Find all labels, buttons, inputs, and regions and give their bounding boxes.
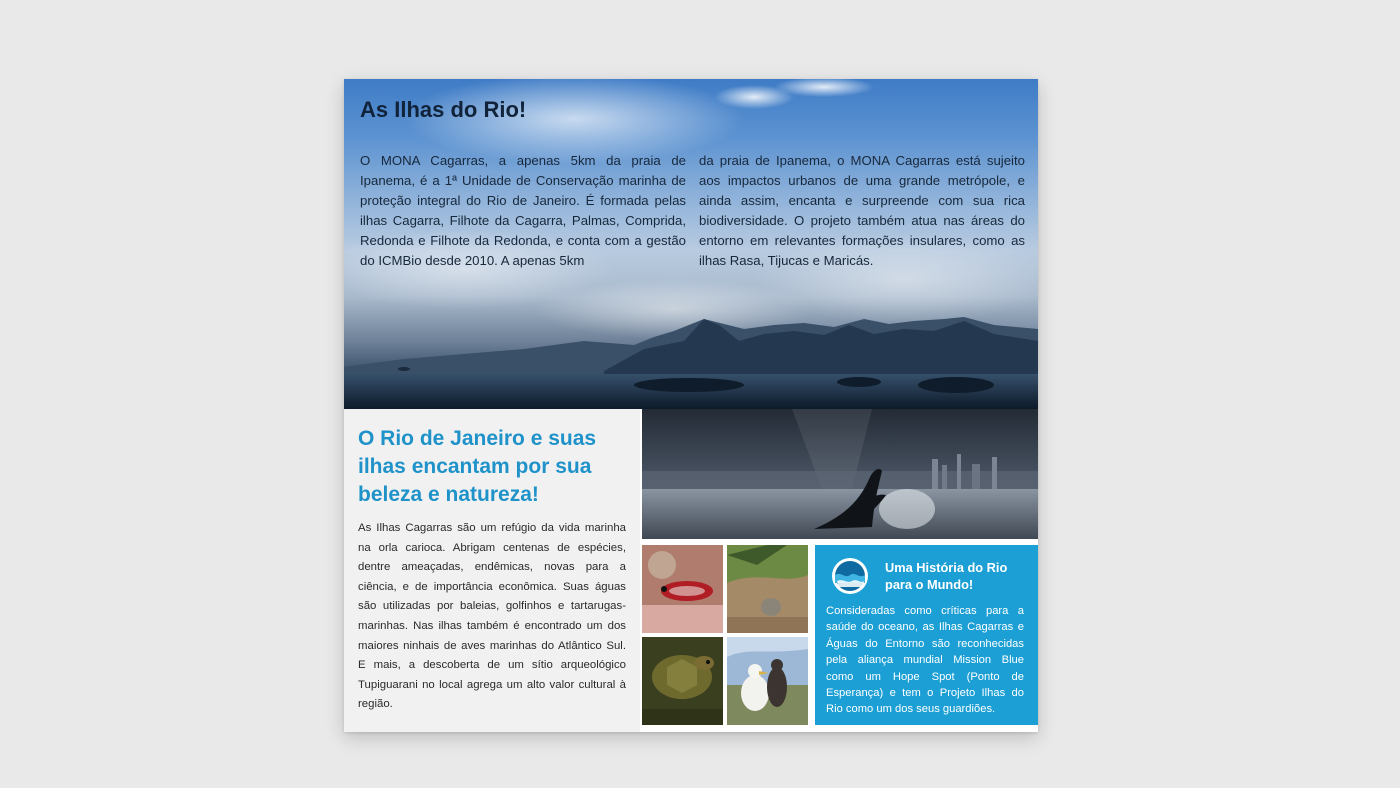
info-box [815,545,1038,725]
island-vegetation-photo [727,545,808,633]
vegetation-image [727,545,808,633]
fish-photo [642,545,723,633]
seabird-photo [727,637,808,725]
sea-turtle-photo [642,637,723,725]
info-title: Uma História do Rio para o Mundo! [885,560,1008,592]
seabird-image [727,637,808,725]
whale-tail-photo [642,409,1038,539]
lower-text-panel [344,409,640,732]
section-headline: O Rio de Janeiro e suas ilhas encantam por sua beleza e natureza! [358,427,597,506]
hero-title: As Ilhas do Rio! [360,97,527,122]
info-body: Consideradas como críticas para a saúde do oceano, as Ilhas Cagarras e Águas do Entorno são reconhecidas pela aliança mundial Mission Blue como um Hope Spot (Ponto de Esperança) e tem o Projeto Ilhas do Rio como um dos seus guardiões. [826,605,1024,716]
hero-text-left: O MONA Cagarras, a apenas 5km da praia de Ipanema, é a 1ª Unidade de Conservação marinha de proteção integral do Rio de Janeiro. É formada pelas ilhas Cagarra, Filhote da Cagarra, Palmas, Comprida, Redonda e Filhote da Redonda, e conta com a gestão do ICMBio desde 2010. A apenas 5km [360,153,686,268]
section-body: As Ilhas Cagarras são um refúgio da vida marinha na orla carioca. Abrigam centenas de espécies, dentre ameaçadas, endêmicas, novas para a ciência, e de importância econômica. Suas águas são utilizadas por baleias, golfinhos e tartarugas-marinhas. Nas ilhas também é encontrado um dos maiores ninhais de aves marinhas do Atlântico Sul. E mais, a descoberta de um sítio arqueológico Tupiguarani no local agrega um alto valor cultural à região. [358,522,626,711]
hero-panel [344,79,1038,409]
fish-image [642,545,723,633]
ocean-globe-logo-icon [831,557,869,595]
brochure-page [344,79,1038,732]
turtle-image [642,637,723,725]
hero-text-right: da praia de Ipanema, o MONA Cagarras está sujeito aos impactos urbanos de uma grande metrópole, e ainda assim, encanta e surpreende com sua rica biodiversidade. O projeto também atua nas áreas do entorno em relevantes formações insulares, como as ilhas Rasa, Tijucas e Maricás. [699,153,1025,268]
whale-tail-image [642,409,1038,539]
